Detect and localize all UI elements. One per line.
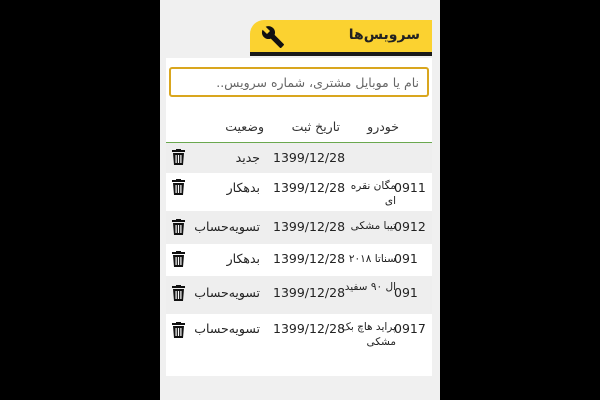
- row-date: 1399/12/28: [273, 180, 346, 195]
- page-title: سرویس‌ها: [348, 27, 420, 43]
- row-date: 1399/12/28: [273, 285, 346, 300]
- table-row[interactable]: [166, 244, 432, 276]
- row-phone: 091: [394, 251, 418, 266]
- row-status: جدید: [235, 150, 260, 165]
- trash-icon[interactable]: [172, 285, 185, 301]
- row-status: تسویه‌حساب: [194, 285, 260, 300]
- table-row[interactable]: [166, 143, 432, 173]
- row-car: سناتا ۲۰۱۸: [348, 253, 396, 265]
- trash-icon[interactable]: [172, 219, 185, 235]
- table-header: [166, 110, 432, 143]
- column-header-date[interactable]: تاریخ ثبت: [291, 119, 340, 134]
- row-date: 1399/12/28: [273, 321, 346, 336]
- row-phone: 0911: [394, 180, 426, 195]
- search-input[interactable]: [169, 67, 429, 97]
- row-car: مگان نقره ای: [350, 180, 396, 207]
- row-status: تسویه‌حساب: [194, 219, 260, 234]
- table-row[interactable]: [166, 276, 432, 314]
- services-header-tab[interactable]: [250, 20, 432, 56]
- table-row[interactable]: [166, 211, 432, 244]
- row-date: 1399/12/28: [273, 150, 346, 165]
- column-header-status[interactable]: وضعیت: [225, 119, 264, 134]
- wrench-icon: [261, 25, 285, 49]
- row-status: بدهکار: [226, 251, 260, 266]
- row-phone: 091: [394, 285, 418, 300]
- row-phone: 0912: [394, 219, 426, 234]
- trash-icon[interactable]: [172, 322, 185, 338]
- trash-icon[interactable]: [172, 179, 185, 195]
- trash-icon[interactable]: [172, 149, 185, 165]
- row-status: بدهکار: [226, 180, 260, 195]
- row-status: تسویه‌حساب: [194, 321, 260, 336]
- row-phone: 0917: [394, 321, 426, 336]
- trash-icon[interactable]: [172, 251, 185, 267]
- table-row[interactable]: [166, 173, 432, 211]
- row-date: 1399/12/28: [273, 251, 346, 266]
- column-header-car[interactable]: خودرو: [367, 119, 399, 134]
- row-car: تیبا مشکی: [350, 220, 396, 232]
- table-row[interactable]: [166, 314, 432, 356]
- row-car: پراید هاچ بک مشکی: [341, 321, 396, 348]
- row-car: ال ۹۰ سفید: [344, 281, 396, 293]
- row-date: 1399/12/28: [273, 219, 346, 234]
